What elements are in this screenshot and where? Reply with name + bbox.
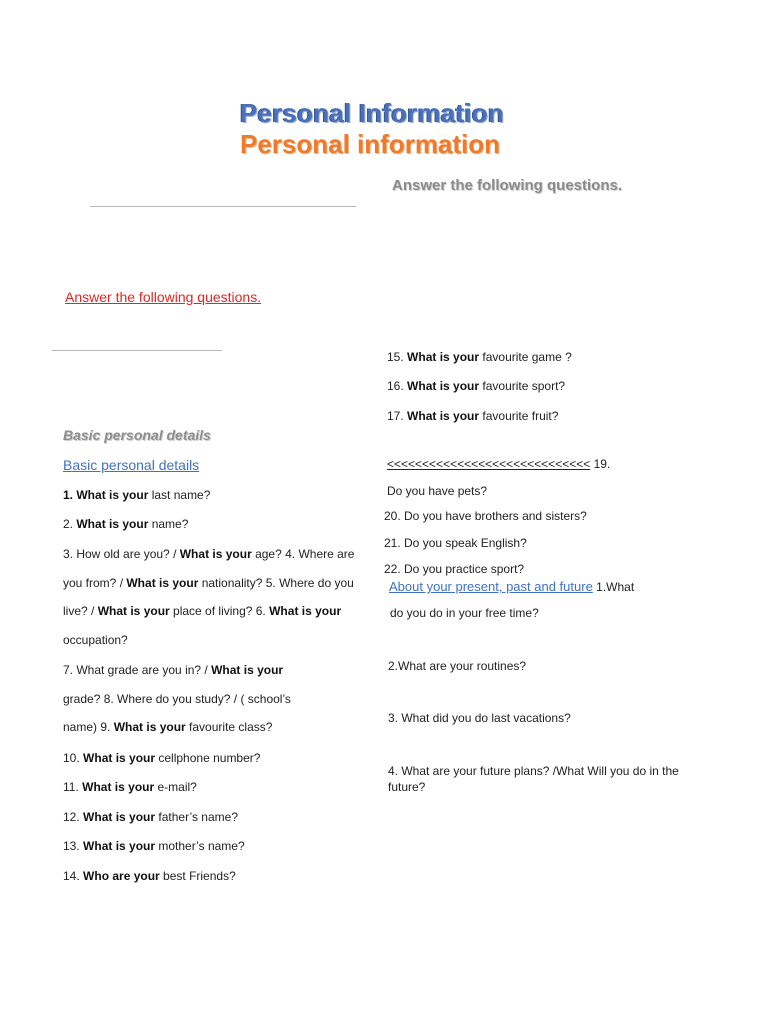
question-19-line: <<<<<<<<<<<<<<<<<<<<<<<<<<<<< 19. xyxy=(387,457,611,471)
future-question-1: do you do in your free time? xyxy=(390,606,539,620)
question-15: 15. What is your favourite game ? xyxy=(387,350,572,364)
question-22: 22. Do you practice sport? xyxy=(384,562,525,576)
questions-3-6: 3. How old are you? / What is your age? 4. Where are you from? / What is your nationality? 5. Where do you live? / What is your place of living? 6. What is your occupation? xyxy=(63,547,355,647)
page-title: Personal information xyxy=(240,129,501,159)
question-13: 13. What is your mother’s name? xyxy=(63,839,245,853)
section-heading-shadow: Basic personal details xyxy=(63,427,211,443)
question-11: 11. What is your e-mail? xyxy=(63,780,197,794)
about-link[interactable]: About your present, past and future xyxy=(389,579,593,594)
divider-left xyxy=(52,350,222,351)
future-heading-row: About your present, past and future 1.What xyxy=(389,579,635,594)
question-12: 12. What is your father’s name? xyxy=(63,810,238,824)
future-question-3: 3. What did you do last vacations? xyxy=(388,711,571,725)
subtitle-shadow: Answer the following questions. xyxy=(392,177,623,194)
question-2: 2. What is your name? xyxy=(63,517,189,531)
title-shadow: Personal Information xyxy=(240,98,505,128)
future-question-2: 2.What are your routines? xyxy=(388,659,527,673)
question-14: 14. Who are your best Friends? xyxy=(63,869,236,883)
question-1: 1. What is your last name? xyxy=(63,488,211,502)
question-16: 16. What is your favourite sport? xyxy=(387,379,566,393)
question-21: 21. Do you speak English? xyxy=(384,536,527,550)
question-20: 20. Do you have brothers and sisters? xyxy=(384,509,587,523)
questions-7-9: 7. What grade are you in? / What is your grade? 8. Where do you study? / ( school’s name) 9. What is your favourite class? xyxy=(63,663,291,734)
future-question-4-cont: future? xyxy=(388,780,426,794)
question-17: 17. What is your favourite fruit? xyxy=(387,409,559,423)
question-10: 10. What is your cellphone number? xyxy=(63,751,261,765)
arrow-divider: <<<<<<<<<<<<<<<<<<<<<<<<<<<<< xyxy=(387,457,591,471)
bold-phrase: What is your xyxy=(76,488,149,502)
divider-top xyxy=(90,206,356,207)
question-19: Do you have pets? xyxy=(387,484,488,498)
future-question-4: 4. What are your future plans? /What Will you do in the xyxy=(388,764,679,778)
instructions-link[interactable]: Answer the following questions. xyxy=(65,289,262,305)
section-link[interactable]: Basic personal details xyxy=(63,457,200,473)
